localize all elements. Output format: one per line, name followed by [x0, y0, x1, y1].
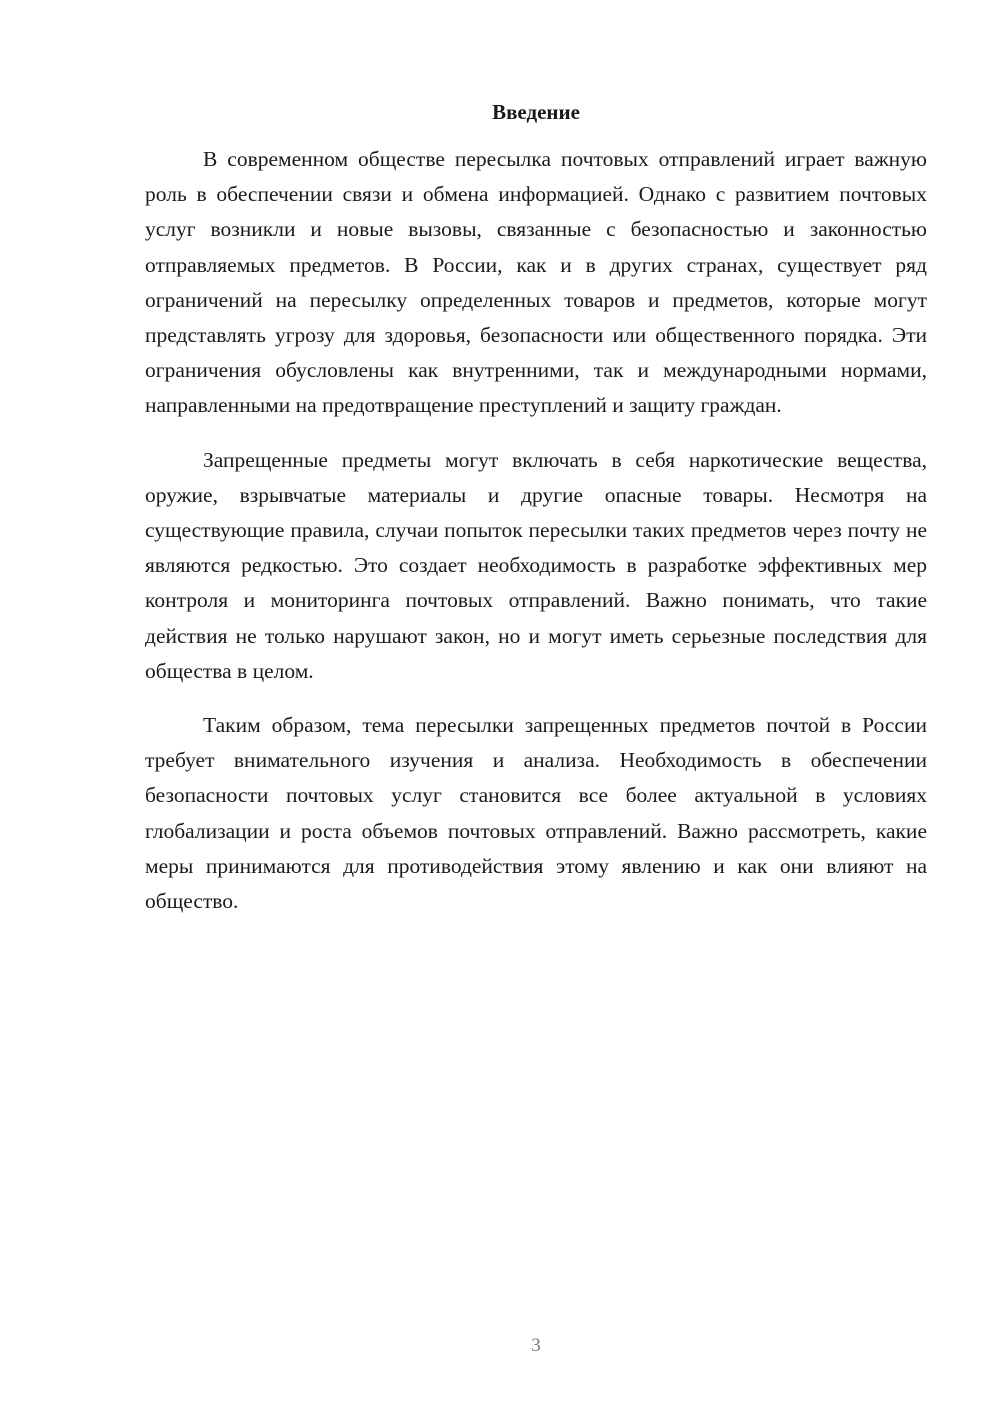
paragraph-1: В современном обществе пересылка почтовых отправлений играет важную роль в обеспечении связи и обмена информацией. Однако с развитием почтовых услуг возникли и новые вызовы, связанные с безопасностью и законностью отправляемых предметов. В России, как и в других странах, существует ряд ограничений на пересылку определенных товаров и предметов, которые могут представлять угрозу для здоровья, безопасности или общественного порядка. Эти ограничения обусловлены как внутренними, так и международными нормами, направленными на предотвращение преступлений и защиту граждан. [145, 147, 927, 418]
page-number: 3 [531, 1335, 541, 1356]
section-title: Введение [492, 100, 580, 124]
section-body [145, 142, 927, 938]
paragraph-3: Таким образом, тема пересылки запрещенных предметов почтой в России требует внимательного изучения и анализа. Необходимость в обеспечении безопасности почтовых услуг становится все более актуальной в условиях глобализации и роста объемов почтовых отправлений. Важно рассмотреть, какие меры принимаются для противодействия этому явлению и как они влияют на общество. [145, 713, 927, 914]
paragraph-2: Запрещенные предметы могут включать в себя наркотические вещества, оружие, взрывчатые материалы и другие опасные товары. Несмотря на существующие правила, случаи попыток пересылки таких предметов через почту не являются редкостью. Это создает необходимость в разработке эффективных мер контроля и мониторинга почтовых отправлений. Важно понимать, что такие действия не только нарушают закон, но и могут иметь серьезные последствия для общества в целом. [145, 447, 927, 683]
